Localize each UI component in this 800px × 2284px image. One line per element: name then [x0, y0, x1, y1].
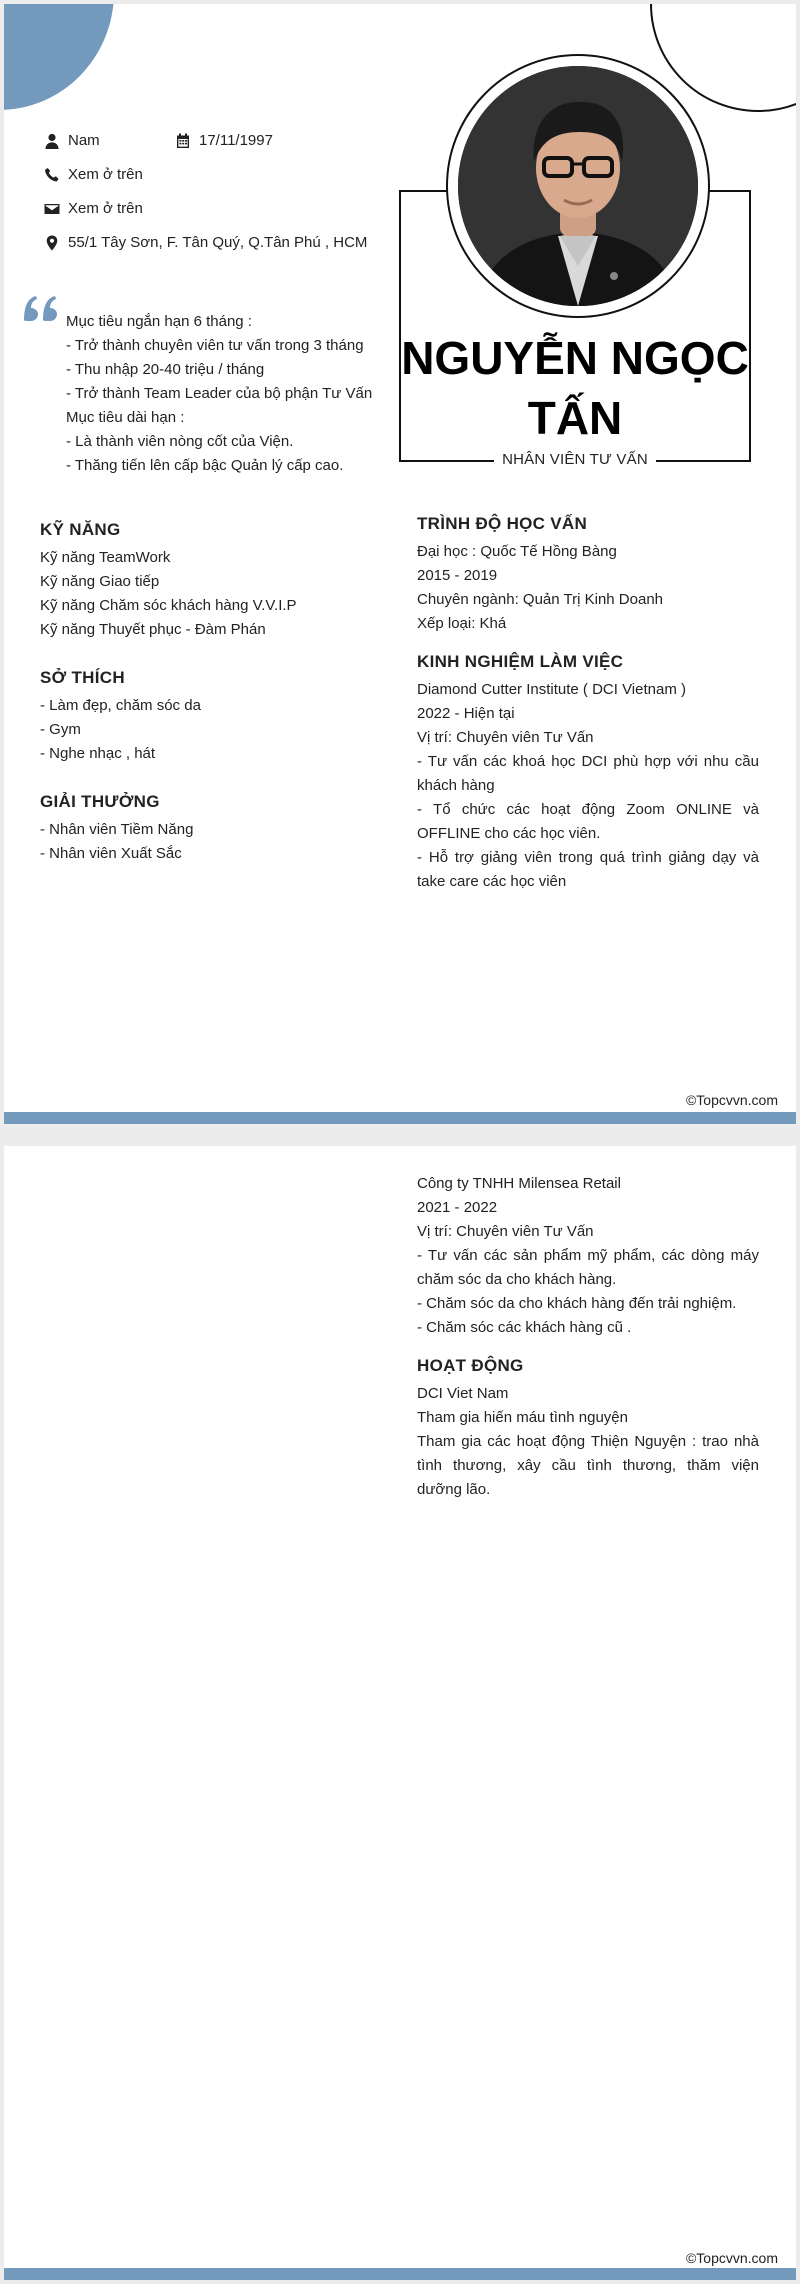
cv-page-1	[4, 4, 796, 1124]
user-icon	[44, 133, 60, 149]
objective-line: - Là thành viên nòng cốt của Viện.	[66, 433, 294, 450]
awards-title: GIẢI THƯỞNG	[40, 792, 160, 811]
phone-icon	[44, 167, 60, 183]
page-bottom-bar	[4, 2268, 796, 2280]
activity-item: DCI Viet Nam	[417, 1385, 509, 1402]
cv-page-2	[4, 1146, 796, 2280]
quote-icon	[22, 294, 60, 324]
activities-list	[417, 1382, 759, 1502]
hobby-item: - Nghe nhạc , hát	[40, 745, 156, 762]
skills-title: KỸ NĂNG	[40, 520, 121, 539]
email-value: Xem ở trên	[68, 200, 143, 217]
footer-watermark: ©Topcvvn.com	[685, 1092, 778, 1108]
skills-list	[40, 546, 380, 642]
activities-title: HOẠT ĐỘNG	[417, 1356, 524, 1375]
job-line: Vị trí: Chuyên viên Tư Vấn	[417, 1223, 594, 1240]
envelope-icon	[44, 201, 60, 217]
job-line: - Tổ chức các hoạt động Zoom ONLINE và OFFLINE cho các học viên.	[417, 801, 759, 842]
address-row	[44, 234, 367, 251]
job-line: 2022 - Hiện tại	[417, 705, 515, 722]
hobby-item: - Gym	[40, 721, 81, 738]
hobbies-list	[40, 694, 380, 766]
skill-item: Kỹ năng Chăm sóc khách hàng V.V.I.P	[40, 597, 297, 614]
job-line: - Tư vấn các khoá học DCI phù hợp với nhu cầu khách hàng	[417, 753, 759, 794]
phone-value: Xem ở trên	[68, 166, 143, 183]
full-name: NGUYỄN NGỌC TẤN	[401, 332, 749, 444]
education-item: Chuyên ngành: Quản Trị Kinh Doanh	[417, 591, 663, 608]
job-role: NHÂN VIÊN TƯ VẤN	[494, 451, 656, 468]
objective-line: - Thăng tiến lên cấp bậc Quản lý cấp cao.	[66, 457, 344, 474]
address-value: 55/1 Tây Sơn, F. Tân Quý, Q.Tân Phú , HCM	[68, 234, 368, 251]
birthday-row	[175, 132, 273, 149]
avatar	[458, 66, 698, 306]
objective-line: - Thu nhập 20-40 triệu / tháng	[66, 361, 265, 378]
decorative-circle-top-left	[4, 4, 114, 110]
skill-item: Kỹ năng Thuyết phục - Đàm Phán	[40, 621, 266, 638]
objective-line: Mục tiêu dài hạn :	[66, 409, 185, 426]
activity-item: Tham gia hiến máu tình nguyện	[417, 1409, 628, 1426]
awards-list	[40, 818, 380, 866]
education-title: TRÌNH ĐỘ HỌC VẤN	[417, 514, 588, 533]
job-line: - Chăm sóc các khách hàng cũ .	[417, 1319, 632, 1336]
email-row	[44, 200, 143, 217]
career-objective	[66, 310, 384, 478]
job-line: - Hỗ trợ giảng viên trong quá trình giảng dạy và take care các học viên	[417, 849, 759, 890]
experience-title: KINH NGHIỆM LÀM VIỆC	[417, 652, 624, 671]
job-line: Diamond Cutter Institute ( DCI Vietnam )	[417, 681, 686, 698]
education-item: 2015 - 2019	[417, 567, 498, 584]
experience-job-2	[417, 1172, 759, 1340]
gender-row	[44, 132, 100, 149]
birthday-value: 17/11/1997	[199, 132, 273, 149]
page-bottom-bar	[4, 1112, 796, 1124]
job-line: - Tư vấn các sản phẩm mỹ phẩm, các dòng máy chăm sóc da cho khách hàng.	[417, 1247, 759, 1288]
education-list	[417, 540, 759, 636]
job-line: Vị trí: Chuyên viên Tư Vấn	[417, 729, 594, 746]
job-line: 2021 - 2022	[417, 1199, 498, 1216]
objective-line: Mục tiêu ngắn hạn 6 tháng :	[66, 313, 252, 330]
job-line: Công ty TNHH Milensea Retail	[417, 1175, 621, 1192]
activity-item: Tham gia các hoạt động Thiện Nguyện : trao nhà tình thương, xây cầu tình thương, thăm viện dưỡng lão.	[417, 1433, 759, 1498]
location-pin-icon	[44, 235, 60, 251]
calendar-icon	[175, 133, 191, 149]
job-line: - Chăm sóc da cho khách hàng đến trải nghiệm.	[417, 1295, 737, 1312]
hobby-item: - Làm đẹp, chăm sóc da	[40, 697, 201, 714]
education-item: Xếp loại: Khá	[417, 615, 507, 632]
award-item: - Nhân viên Tiềm Năng	[40, 821, 194, 838]
footer-watermark: ©Topcvvn.com	[685, 2250, 778, 2266]
hobbies-title: SỞ THÍCH	[40, 668, 125, 687]
gender-value: Nam	[68, 132, 100, 149]
skill-item: Kỹ năng TeamWork	[40, 549, 171, 566]
education-item: Đại học : Quốc Tế Hồng Bàng	[417, 543, 617, 560]
phone-row	[44, 166, 143, 183]
experience-job-1	[417, 678, 759, 894]
objective-line: - Trở thành chuyên viên tư vấn trong 3 tháng	[66, 337, 364, 354]
role-wrap	[399, 451, 751, 469]
skill-item: Kỹ năng Giao tiếp	[40, 573, 160, 590]
objective-line: - Trở thành Team Leader của bộ phận Tư Vấn	[66, 385, 373, 402]
award-item: - Nhân viên Xuất Sắc	[40, 845, 182, 862]
